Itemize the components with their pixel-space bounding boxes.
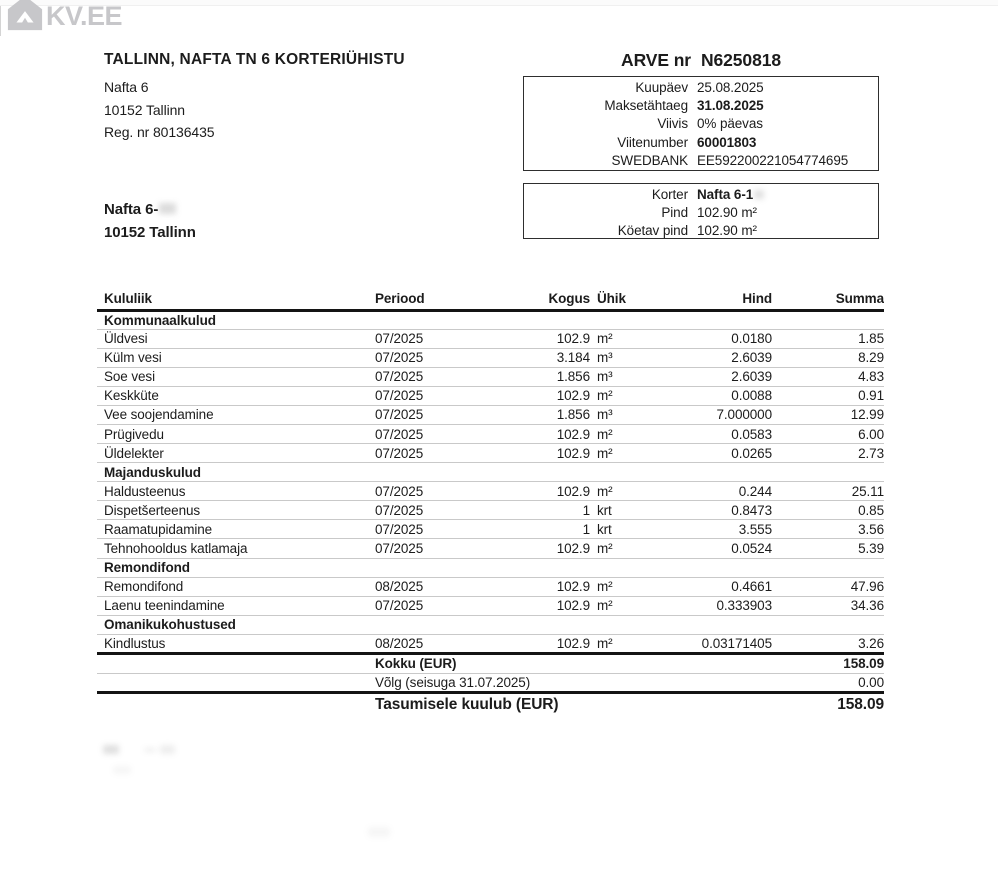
- detail-label: Köetav pind: [617, 223, 688, 239]
- detail-label: Viitenumber: [617, 134, 688, 150]
- cost-line-row: [97, 577, 884, 596]
- unit: m³: [590, 405, 660, 424]
- unit: m²: [590, 424, 660, 443]
- spacer-cell: [97, 692, 372, 715]
- unit: krt: [590, 520, 660, 539]
- logo-text: KV.EE: [46, 1, 123, 31]
- price: 0.0088: [660, 386, 772, 405]
- quantity: 102.9: [490, 386, 590, 405]
- column-header: Kogus: [490, 289, 590, 310]
- total-value: 0.00: [772, 673, 884, 692]
- period: 07/2025: [372, 367, 490, 386]
- cost-line-row: [97, 424, 884, 443]
- grand-total-value: 158.09: [837, 695, 884, 713]
- quantity: 3.184: [490, 348, 590, 367]
- recipient-address-line2: 10152 Tallinn: [104, 224, 196, 241]
- redacted-text: [113, 766, 131, 774]
- cost-lines-table: [97, 289, 884, 715]
- cost-name: Tehnohooldus katlamaja: [97, 539, 372, 558]
- column-header: Hind: [660, 289, 772, 310]
- redacted-text: [160, 745, 175, 754]
- price: 0.0180: [660, 329, 772, 348]
- detail-row: [530, 205, 872, 223]
- total-row: [97, 653, 884, 673]
- detail-label: Pind: [661, 205, 688, 221]
- spacer-cell: [97, 673, 372, 692]
- period: 07/2025: [372, 405, 490, 424]
- period: 07/2025: [372, 539, 490, 558]
- grand-total-label: Tasumisele kuulub (EUR): [375, 695, 559, 713]
- unit: m²: [590, 444, 660, 463]
- invoice-title-label: ARVE nr: [621, 50, 691, 70]
- price: 7.000000: [660, 405, 772, 424]
- amount: 0.85: [772, 501, 884, 520]
- price: 2.6039: [660, 348, 772, 367]
- quantity: 102.9: [490, 596, 590, 615]
- price: 0.0265: [660, 444, 772, 463]
- period: 07/2025: [372, 386, 490, 405]
- cost-line-row: [97, 501, 884, 520]
- amount: 5.39: [772, 539, 884, 558]
- page-top-edge: [0, 0, 998, 6]
- detail-label: Kuupäev: [635, 80, 688, 95]
- section-header-row: [97, 310, 884, 329]
- issuer-street: Nafta 6: [104, 79, 149, 95]
- amount: 25.11: [772, 482, 884, 501]
- issuer-reg-number: Reg. nr 80136435: [104, 124, 215, 140]
- price: 0.333903: [660, 596, 772, 615]
- cost-line-row: [97, 367, 884, 386]
- cost-line-row: [97, 520, 884, 539]
- quantity: 102.9: [490, 424, 590, 443]
- redacted-text: [103, 745, 119, 754]
- period: 07/2025: [372, 596, 490, 615]
- detail-label: SWEDBANK: [611, 152, 688, 168]
- quantity: 102.9: [490, 329, 590, 348]
- cost-line-row: [97, 596, 884, 615]
- issuer-city: 10152 Tallinn: [104, 101, 185, 118]
- amount: 12.99: [772, 405, 884, 424]
- recipient-address-line1: Nafta 6-: [104, 201, 196, 218]
- period: 07/2025: [372, 501, 490, 520]
- quantity: 102.9: [490, 482, 590, 501]
- period: 08/2025: [372, 634, 490, 653]
- period: 07/2025: [372, 348, 490, 367]
- amount: 8.29: [772, 348, 884, 367]
- cost-line-row: [97, 482, 884, 501]
- cost-name: Dispetšerteenus: [97, 501, 372, 520]
- detail-value: 102.90 m²: [697, 205, 757, 221]
- price: 0.8473: [660, 501, 772, 520]
- section-header-row: [97, 463, 884, 482]
- amount: 47.96: [772, 577, 884, 596]
- amount: 4.83: [772, 367, 884, 386]
- total-label: Kokku (EUR): [372, 653, 772, 673]
- quantity: 102.9: [490, 634, 590, 653]
- price: 0.0583: [660, 424, 772, 443]
- cost-line-row: [97, 405, 884, 424]
- cost-name: Raamatupidamine: [97, 520, 372, 539]
- price: 0.4661: [660, 577, 772, 596]
- detail-label: Maksetähtaeg: [604, 98, 688, 114]
- cost-name: Remondifond: [97, 577, 372, 596]
- price: 0.03171405: [660, 634, 772, 653]
- cost-name: Haldusteenus: [97, 482, 372, 501]
- spacer-cell: [97, 653, 372, 673]
- amount: 6.00: [772, 424, 884, 443]
- amount: 3.56: [772, 520, 884, 539]
- detail-value: 102.90 m²: [697, 223, 757, 239]
- section-title: Kommunaalkulud: [97, 310, 884, 329]
- detail-row: [530, 80, 872, 98]
- column-header: Periood: [372, 289, 490, 310]
- cost-line-row: [97, 386, 884, 405]
- cost-line-row: [97, 634, 884, 653]
- issuer-name: TALLINN, NAFTA TN 6 KORTERIÜHISTU: [104, 51, 405, 68]
- section-header-row: [97, 558, 884, 577]
- quantity: 1: [490, 501, 590, 520]
- unit: m²: [590, 539, 660, 558]
- cost-name: Külm vesi: [97, 348, 372, 367]
- total-value: 158.09: [772, 653, 884, 673]
- price: 3.555: [660, 520, 772, 539]
- detail-value: Nafta 6-1: [697, 187, 872, 202]
- section-title: Omanikukohustused: [97, 615, 884, 634]
- cost-name: Soe vesi: [97, 367, 372, 386]
- table-header: [97, 289, 884, 310]
- cost-line-row: [97, 444, 884, 463]
- unit: krt: [590, 501, 660, 520]
- period: 07/2025: [372, 520, 490, 539]
- column-header: Ühik: [590, 289, 660, 310]
- cost-name: Keskküte: [97, 386, 372, 405]
- amount: 3.26: [772, 634, 884, 653]
- unit: m²: [590, 634, 660, 653]
- unit: m³: [590, 348, 660, 367]
- invoice-number: N6250818: [701, 50, 781, 70]
- total-label: Võlg (seisuga 31.07.2025): [372, 673, 772, 692]
- detail-row: [530, 135, 872, 153]
- period: 07/2025: [372, 424, 490, 443]
- cost-name: Prügivedu: [97, 424, 372, 443]
- quantity: 102.9: [490, 444, 590, 463]
- cost-name: Kindlustus: [97, 634, 372, 653]
- period: 08/2025: [372, 577, 490, 596]
- amount: 2.73: [772, 444, 884, 463]
- quantity: 1.856: [490, 405, 590, 424]
- unit: m²: [590, 386, 660, 405]
- price: 2.6039: [660, 367, 772, 386]
- price: 0.244: [660, 482, 772, 501]
- quantity: 1.856: [490, 367, 590, 386]
- unit: m²: [590, 329, 660, 348]
- cost-name: Üldvesi: [97, 329, 372, 348]
- cost-name: Vee soojendamine: [97, 405, 372, 424]
- period: 07/2025: [372, 329, 490, 348]
- detail-row: [530, 98, 872, 116]
- price: 0.0524: [660, 539, 772, 558]
- detail-row: [530, 153, 872, 171]
- recipient-block: [104, 201, 196, 247]
- scan-edge-artifact: [0, 6, 1, 36]
- amount: 0.91: [772, 386, 884, 405]
- quantity: 1: [490, 520, 590, 539]
- apartment-details-box: [523, 183, 879, 239]
- cost-name: Laenu teenindamine: [97, 596, 372, 615]
- detail-label: Korter: [651, 187, 688, 202]
- unit: m²: [590, 596, 660, 615]
- unit: m²: [590, 482, 660, 501]
- detail-row: [530, 223, 872, 241]
- detail-row: [530, 187, 872, 205]
- period: 07/2025: [372, 482, 490, 501]
- invoice-title: [523, 50, 879, 71]
- invoice-details-box: [523, 76, 879, 171]
- cost-name: Üldelekter: [97, 444, 372, 463]
- section-title: Majanduskulud: [97, 463, 884, 482]
- grand-total-row: [97, 692, 884, 715]
- redacted-text: [159, 203, 176, 214]
- issuer-block: [104, 51, 405, 140]
- detail-value: 0% päevas: [697, 116, 763, 132]
- amount: 1.85: [772, 329, 884, 348]
- detail-value: 60001803: [697, 134, 757, 150]
- unit: m²: [590, 577, 660, 596]
- total-row: [97, 673, 884, 692]
- detail-label: Viivis: [657, 116, 688, 132]
- redacted-text: [144, 748, 156, 752]
- redacted-text: [368, 827, 390, 837]
- quantity: 102.9: [490, 539, 590, 558]
- period: 07/2025: [372, 444, 490, 463]
- detail-row: [530, 116, 872, 134]
- cost-line-row: [97, 348, 884, 367]
- detail-value: 25.08.2025: [697, 80, 764, 95]
- cost-line-row: [97, 539, 884, 558]
- section-title: Remondifond: [97, 558, 884, 577]
- cost-line-row: [97, 329, 884, 348]
- detail-value: 31.08.2025: [697, 98, 764, 114]
- house-icon: [6, 0, 44, 32]
- detail-value: EE592200221054774695: [697, 152, 849, 168]
- section-header-row: [97, 615, 884, 634]
- column-header: Kululiik: [97, 289, 372, 310]
- quantity: 102.9: [490, 577, 590, 596]
- amount: 34.36: [772, 596, 884, 615]
- unit: m³: [590, 367, 660, 386]
- redacted-text: [754, 190, 764, 199]
- column-header: Summa: [772, 289, 884, 310]
- kv-ee-logo: [6, 0, 122, 32]
